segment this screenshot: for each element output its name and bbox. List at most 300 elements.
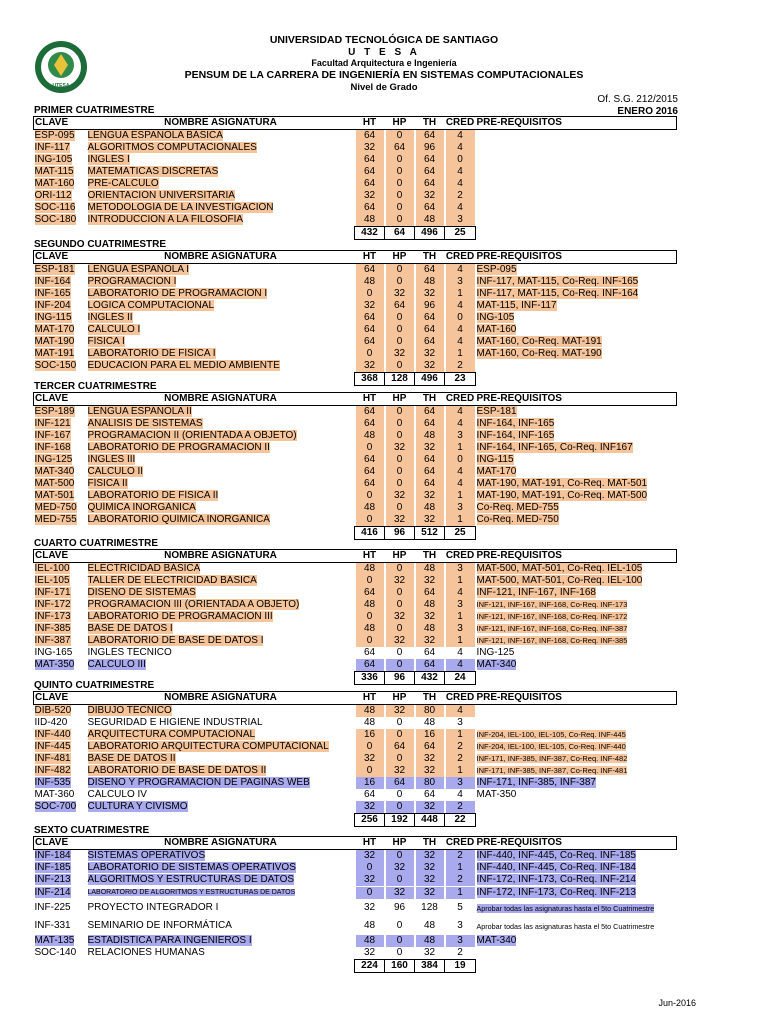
course-name-cell	[87, 563, 355, 576]
total-spacer	[476, 672, 677, 685]
course-cred-cell	[445, 659, 476, 672]
course-th: 32	[416, 611, 444, 623]
course-name: SISTEMAS OPERATIVOS	[87, 850, 206, 861]
course-hp: 64	[386, 142, 414, 154]
course-code-cell	[34, 288, 87, 300]
course-row	[34, 142, 677, 154]
course-hp-cell	[385, 917, 415, 935]
course-ht-cell	[355, 635, 385, 647]
course-hp-cell	[385, 214, 415, 227]
course-prereq: INF-164, INF-165	[476, 418, 555, 429]
course-th-cell	[415, 336, 445, 348]
course-th-cell	[415, 789, 445, 801]
course-code: SOC-150	[34, 360, 77, 372]
course-hp-cell	[385, 599, 415, 611]
svg-text:UTESA: UTESA	[52, 83, 70, 89]
course-cred-cell	[445, 154, 476, 166]
course-cred-cell	[445, 324, 476, 336]
course-hp-cell	[385, 454, 415, 466]
course-name-cell	[87, 765, 355, 777]
course-ht: 48	[363, 717, 376, 728]
university-title: UNIVERSIDAD TECNOLÓGICA DE SANTIAGO	[269, 34, 499, 46]
course-cred: 5	[457, 902, 463, 913]
course-hp-cell	[385, 947, 415, 960]
course-name-cell	[87, 886, 355, 899]
course-prereq: MAT-190, MAT-191, Co-Req. MAT-500	[476, 490, 648, 501]
course-th-cell	[415, 935, 445, 947]
course-name-cell	[87, 777, 355, 789]
total-spacer	[476, 814, 677, 827]
course-cred: 4	[457, 789, 463, 800]
course-hp: 32	[386, 611, 414, 623]
course-name-cell	[87, 623, 355, 635]
course-ht: 64	[356, 587, 384, 599]
course-name: DIBUJO TÉCNICO	[87, 705, 172, 716]
course-code: MAT-340	[34, 466, 75, 477]
course-hp: 0	[386, 430, 414, 442]
course-name: SEGURIDAD E HIGIENE INDUSTRIAL	[87, 717, 263, 728]
course-th: 32	[416, 442, 444, 454]
course-row	[34, 502, 677, 514]
total-spacer	[34, 960, 87, 973]
col-header-prereq: PRE-REQUISITOS	[476, 692, 562, 703]
course-prereq: INF-171, INF-385, INF-387	[476, 777, 596, 788]
course-prereq-cell	[476, 729, 677, 741]
course-row	[34, 178, 677, 190]
course-name: BASE DE DATOS II	[87, 753, 176, 764]
col-header-prereq: PRE-REQUISITOS	[476, 251, 562, 262]
course-hp: 0	[386, 324, 414, 336]
course-code-cell	[34, 442, 87, 454]
course-ht: 64	[356, 406, 384, 418]
course-hp: 0	[386, 276, 414, 288]
course-th-cell	[415, 502, 445, 514]
course-prereq: INF-171, INF-385, INF-387, Co-Req. INF-481	[476, 766, 628, 775]
course-cred: 2	[457, 947, 463, 958]
course-code: MAT-190	[34, 336, 75, 347]
course-row	[34, 777, 677, 789]
col-header-ht: HT	[362, 117, 377, 128]
course-name: ELECTRICIDAD BÁSICA	[87, 563, 201, 574]
course-name: SEMINARIO DE INFORMÁTICA	[87, 920, 232, 931]
course-cred-cell	[445, 502, 476, 514]
course-hp-cell	[385, 563, 415, 576]
course-th-cell	[415, 324, 445, 336]
col-header-cred: CRED	[445, 837, 475, 848]
course-th-cell	[415, 765, 445, 777]
course-th-cell	[415, 454, 445, 466]
course-hp: 64	[386, 777, 414, 789]
course-row	[34, 324, 677, 336]
course-th: 96	[416, 142, 444, 154]
course-code: MAT-360	[34, 789, 75, 800]
document-date: ENERO 2016	[617, 106, 678, 117]
course-ht: 32	[363, 947, 376, 958]
course-name-cell	[87, 312, 355, 324]
course-th: 48	[416, 599, 444, 611]
course-prereq-cell	[476, 324, 677, 336]
course-th-cell	[415, 466, 445, 478]
course-cred: 4	[457, 647, 463, 658]
course-cred-cell	[445, 190, 476, 202]
course-ht: 64	[356, 154, 384, 166]
course-code-cell	[34, 587, 87, 599]
course-prereq: MAT-160	[476, 324, 517, 335]
course-name: BASE DE DATOS I	[87, 623, 173, 634]
course-th: 64	[416, 178, 444, 190]
course-hp: 0	[386, 202, 414, 214]
course-row	[34, 647, 677, 659]
course-prereq: Aprobar todas las asignaturas hasta el 5to Cuatrimestre	[476, 903, 655, 913]
course-ht: 48	[356, 276, 384, 288]
course-th-cell	[415, 659, 445, 672]
course-prereq-cell	[476, 336, 677, 348]
course-row	[34, 190, 677, 202]
course-code: INF-168	[34, 442, 71, 453]
total-cred: 22	[445, 814, 476, 827]
course-cred-cell	[445, 288, 476, 300]
total-hp: 96	[385, 527, 415, 540]
course-code: INF-172	[34, 599, 71, 610]
course-row	[34, 336, 677, 348]
course-th: 32	[416, 850, 444, 862]
course-code: ING-105	[34, 154, 73, 165]
course-prereq-cell	[476, 214, 677, 227]
course-cred-cell	[445, 454, 476, 466]
course-code: INF-171	[34, 587, 71, 598]
course-code-cell	[34, 599, 87, 611]
course-th: 64	[423, 647, 436, 658]
course-cred-cell	[445, 276, 476, 288]
course-name-cell	[87, 348, 355, 360]
course-code: MED-755	[34, 514, 77, 526]
course-ht: 64	[356, 178, 384, 190]
program-title: PENSUM DE LA CARRERA DE INGENIERÍA EN SISTEMAS COMPUTACIONALES	[184, 69, 584, 81]
course-ht-cell	[355, 418, 385, 430]
course-name: LABORATORIO DE PROGRAMACIÓN II	[87, 442, 270, 453]
course-cred-cell	[445, 647, 476, 659]
course-code: ING-165	[34, 647, 73, 658]
col-header-ht: HT	[362, 550, 377, 561]
course-ht-cell	[355, 765, 385, 777]
course-code-cell	[34, 753, 87, 765]
table-header-row	[34, 837, 677, 850]
footer-date: Jun-2016	[658, 998, 696, 1008]
course-cred: 3	[446, 214, 475, 226]
course-code-cell	[34, 430, 87, 442]
course-row	[34, 599, 677, 611]
course-name: PROGRAMACIÓN III (ORIENTADA A OBJETO)	[87, 599, 300, 610]
course-hp: 0	[386, 264, 414, 276]
course-row	[34, 886, 677, 899]
course-name-cell	[87, 418, 355, 430]
course-prereq-cell	[476, 154, 677, 166]
course-code: MAT-350	[34, 659, 75, 671]
col-header-th: TH	[422, 251, 437, 262]
course-cred-cell	[445, 801, 476, 814]
course-code: MAT-191	[34, 348, 75, 359]
course-name-cell	[87, 599, 355, 611]
course-code: ING-115	[34, 312, 72, 323]
course-cred: 4	[446, 418, 475, 430]
course-prereq-cell	[476, 312, 677, 324]
col-header-hp: HP	[392, 117, 407, 128]
course-row	[34, 490, 677, 502]
course-th-cell	[415, 300, 445, 312]
course-code-cell	[34, 360, 87, 373]
course-code: INF-440	[34, 729, 71, 740]
course-code: MAT-135	[34, 935, 75, 946]
course-prereq-cell	[476, 789, 677, 801]
course-ht-cell	[355, 917, 385, 935]
course-code: INF-121	[34, 418, 71, 429]
course-th-cell	[415, 611, 445, 623]
course-hp: 0	[386, 874, 414, 886]
course-cred: 1	[446, 729, 475, 741]
total-spacer	[87, 227, 355, 240]
course-hp-cell	[385, 935, 415, 947]
course-th: 32	[416, 753, 444, 765]
course-row	[34, 478, 677, 490]
course-th: 32	[416, 575, 444, 587]
course-row	[34, 154, 677, 166]
course-name: CÁLCULO I	[87, 324, 141, 335]
course-cred-cell	[445, 264, 476, 277]
course-cred: 4	[446, 300, 475, 312]
course-name-cell	[87, 442, 355, 454]
course-ht: 32	[356, 753, 384, 765]
course-hp: 0	[386, 418, 414, 430]
col-header-code: CLAVE	[35, 550, 69, 561]
course-th-cell	[415, 647, 445, 659]
course-ht: 64	[356, 454, 384, 466]
course-cred: 2	[446, 190, 475, 202]
course-cred-cell	[445, 623, 476, 635]
course-ht-cell	[355, 599, 385, 611]
course-code-cell	[34, 647, 87, 659]
course-row	[34, 753, 677, 765]
course-hp-cell	[385, 190, 415, 202]
course-cred: 3	[446, 599, 475, 611]
course-name: ALGORITMOS COMPUTACIONALES	[87, 142, 257, 153]
course-ht-cell	[355, 502, 385, 514]
course-code-cell	[34, 917, 87, 935]
course-prereq-cell	[476, 454, 677, 466]
course-th: 32	[416, 360, 444, 372]
course-cred: 4	[446, 406, 475, 418]
course-name: TALLER DE ELECTRICIDAD BÁSICA	[87, 575, 257, 586]
course-hp: 0	[386, 130, 414, 142]
course-code-cell	[34, 406, 87, 419]
course-hp-cell	[385, 406, 415, 419]
course-ht-cell	[355, 336, 385, 348]
course-prereq-cell	[476, 264, 677, 277]
course-name-cell	[87, 647, 355, 659]
course-hp: 0	[386, 935, 414, 947]
course-hp-cell	[385, 850, 415, 863]
course-name-cell	[87, 874, 355, 886]
course-prereq: INF-117, MAT-115, Co-Req. INF-164	[476, 288, 639, 299]
course-prereq-cell	[476, 705, 677, 718]
course-th: 16	[416, 729, 444, 741]
course-row	[34, 312, 677, 324]
course-hp: 0	[386, 360, 414, 372]
course-ht-cell	[355, 935, 385, 947]
total-spacer	[476, 960, 677, 973]
course-hp: 0	[386, 729, 414, 741]
course-hp-cell	[385, 154, 415, 166]
course-code: INF-185	[34, 862, 71, 873]
course-ht: 32	[356, 190, 384, 202]
course-prereq-cell	[476, 917, 677, 935]
course-prereq-cell	[476, 360, 677, 373]
course-ht: 64	[356, 130, 384, 142]
course-code-cell	[34, 312, 87, 324]
course-row	[34, 130, 677, 143]
table-header-row	[34, 251, 677, 264]
course-th-cell	[415, 130, 445, 143]
course-hp: 32	[386, 862, 414, 874]
course-hp-cell	[385, 130, 415, 143]
course-name-cell	[87, 190, 355, 202]
course-th: 64	[416, 130, 444, 142]
course-prereq-cell	[476, 753, 677, 765]
course-prereq-cell	[476, 635, 677, 647]
course-ht-cell	[355, 178, 385, 190]
course-ht-cell	[355, 406, 385, 419]
col-header-code: CLAVE	[35, 117, 69, 128]
course-row	[34, 514, 677, 527]
total-ht: 432	[355, 227, 385, 240]
course-ht: 48	[356, 935, 384, 947]
course-cred: 2	[446, 741, 475, 753]
course-prereq-cell	[476, 862, 677, 874]
course-ht: 48	[356, 705, 384, 717]
course-name: PROGRAMACIÓN II (ORIENTADA A OBJETO)	[87, 430, 297, 441]
course-name: CÁLCULO IV	[87, 789, 147, 800]
course-ht-cell	[355, 874, 385, 886]
course-row	[34, 563, 677, 576]
course-cred: 0	[446, 312, 475, 324]
col-header-th: TH	[422, 550, 437, 561]
course-prereq-cell	[476, 611, 677, 623]
course-code-cell	[34, 862, 87, 874]
course-row	[34, 623, 677, 635]
col-header-prereq: PRE-REQUISITOS	[476, 837, 562, 848]
course-th: 32	[423, 947, 436, 958]
course-ht-cell	[355, 753, 385, 765]
course-name-cell	[87, 454, 355, 466]
course-ht-cell	[355, 563, 385, 576]
course-th: 48	[416, 623, 444, 635]
course-th-cell	[415, 623, 445, 635]
course-prereq: INF-204, IEL-100, IEL-105, Co-Req. INF-440	[476, 742, 626, 751]
course-ht: 48	[356, 563, 384, 575]
course-ht-cell	[355, 288, 385, 300]
col-header-prereq: PRE-REQUISITOS	[476, 550, 562, 561]
course-code: ESP-181	[34, 264, 75, 275]
course-prereq: MAT-160, Co-Req. MAT-190	[476, 348, 602, 359]
course-prereq-cell	[476, 406, 677, 419]
course-hp: 0	[386, 801, 414, 813]
course-hp: 0	[386, 336, 414, 348]
course-cred-cell	[445, 935, 476, 947]
course-ht-cell	[355, 154, 385, 166]
col-header-cred: CRED	[445, 117, 475, 128]
course-ht: 0	[356, 514, 384, 526]
course-th: 64	[416, 264, 444, 276]
course-code-cell	[34, 886, 87, 899]
course-code: MAT-500	[34, 478, 75, 489]
course-ht: 0	[356, 575, 384, 587]
course-hp-cell	[385, 418, 415, 430]
course-cred-cell	[445, 430, 476, 442]
course-hp-cell	[385, 659, 415, 672]
course-name-cell	[87, 166, 355, 178]
course-code: INF-213	[34, 874, 71, 885]
course-th: 48	[423, 717, 436, 728]
course-hp-cell	[385, 324, 415, 336]
course-code-cell	[34, 418, 87, 430]
course-name-cell	[87, 789, 355, 801]
course-cred: 1	[446, 862, 475, 874]
total-th: 496	[415, 373, 445, 386]
course-ht-cell	[355, 264, 385, 277]
total-spacer	[34, 227, 87, 240]
course-name: LABORATORIO DE PROGRAMACIÓN III	[87, 611, 273, 622]
course-name: LABORATORIO DE FÍSICA I	[87, 348, 216, 359]
course-cred: 1	[446, 348, 475, 360]
col-header-hp: HP	[392, 393, 407, 404]
course-cred: 1	[446, 635, 475, 647]
course-cred: 2	[446, 850, 475, 862]
course-cred: 4	[446, 130, 475, 142]
course-prereq-cell	[476, 276, 677, 288]
course-th-cell	[415, 729, 445, 741]
course-prereq-cell	[476, 490, 677, 502]
col-header-hp: HP	[392, 251, 407, 262]
course-hp-cell	[385, 899, 415, 917]
course-row	[34, 454, 677, 466]
course-cred-cell	[445, 348, 476, 360]
course-hp-cell	[385, 575, 415, 587]
course-prereq-cell	[476, 935, 677, 947]
faculty-name: Facultad Arquitectura e Ingeniería	[311, 58, 457, 68]
course-code-cell	[34, 214, 87, 227]
course-name-cell	[87, 300, 355, 312]
section-total-row	[34, 227, 677, 240]
course-prereq-cell	[476, 418, 677, 430]
col-header-code: CLAVE	[35, 692, 69, 703]
col-header-name: NOMBRE ASIGNATURA	[164, 550, 277, 561]
course-code: INF-164	[34, 276, 71, 287]
course-name: ALGORITMOS Y ESTRUCTURAS DE DATOS	[87, 874, 295, 885]
course-ht-cell	[355, 190, 385, 202]
course-ht: 64	[356, 659, 384, 671]
course-prereq-cell	[476, 947, 677, 960]
course-cred-cell	[445, 717, 476, 729]
course-name: EDUCACIÓN PARA EL MEDIO AMBIENTE	[87, 360, 280, 372]
total-hp: 64	[385, 227, 415, 240]
course-cred: 3	[446, 777, 475, 789]
course-ht-cell	[355, 623, 385, 635]
course-cred: 3	[446, 502, 475, 514]
course-cred: 4	[446, 587, 475, 599]
curriculum-table	[33, 116, 677, 240]
table-header-row	[34, 117, 677, 130]
course-name-cell	[87, 276, 355, 288]
course-th: 80	[416, 705, 444, 717]
